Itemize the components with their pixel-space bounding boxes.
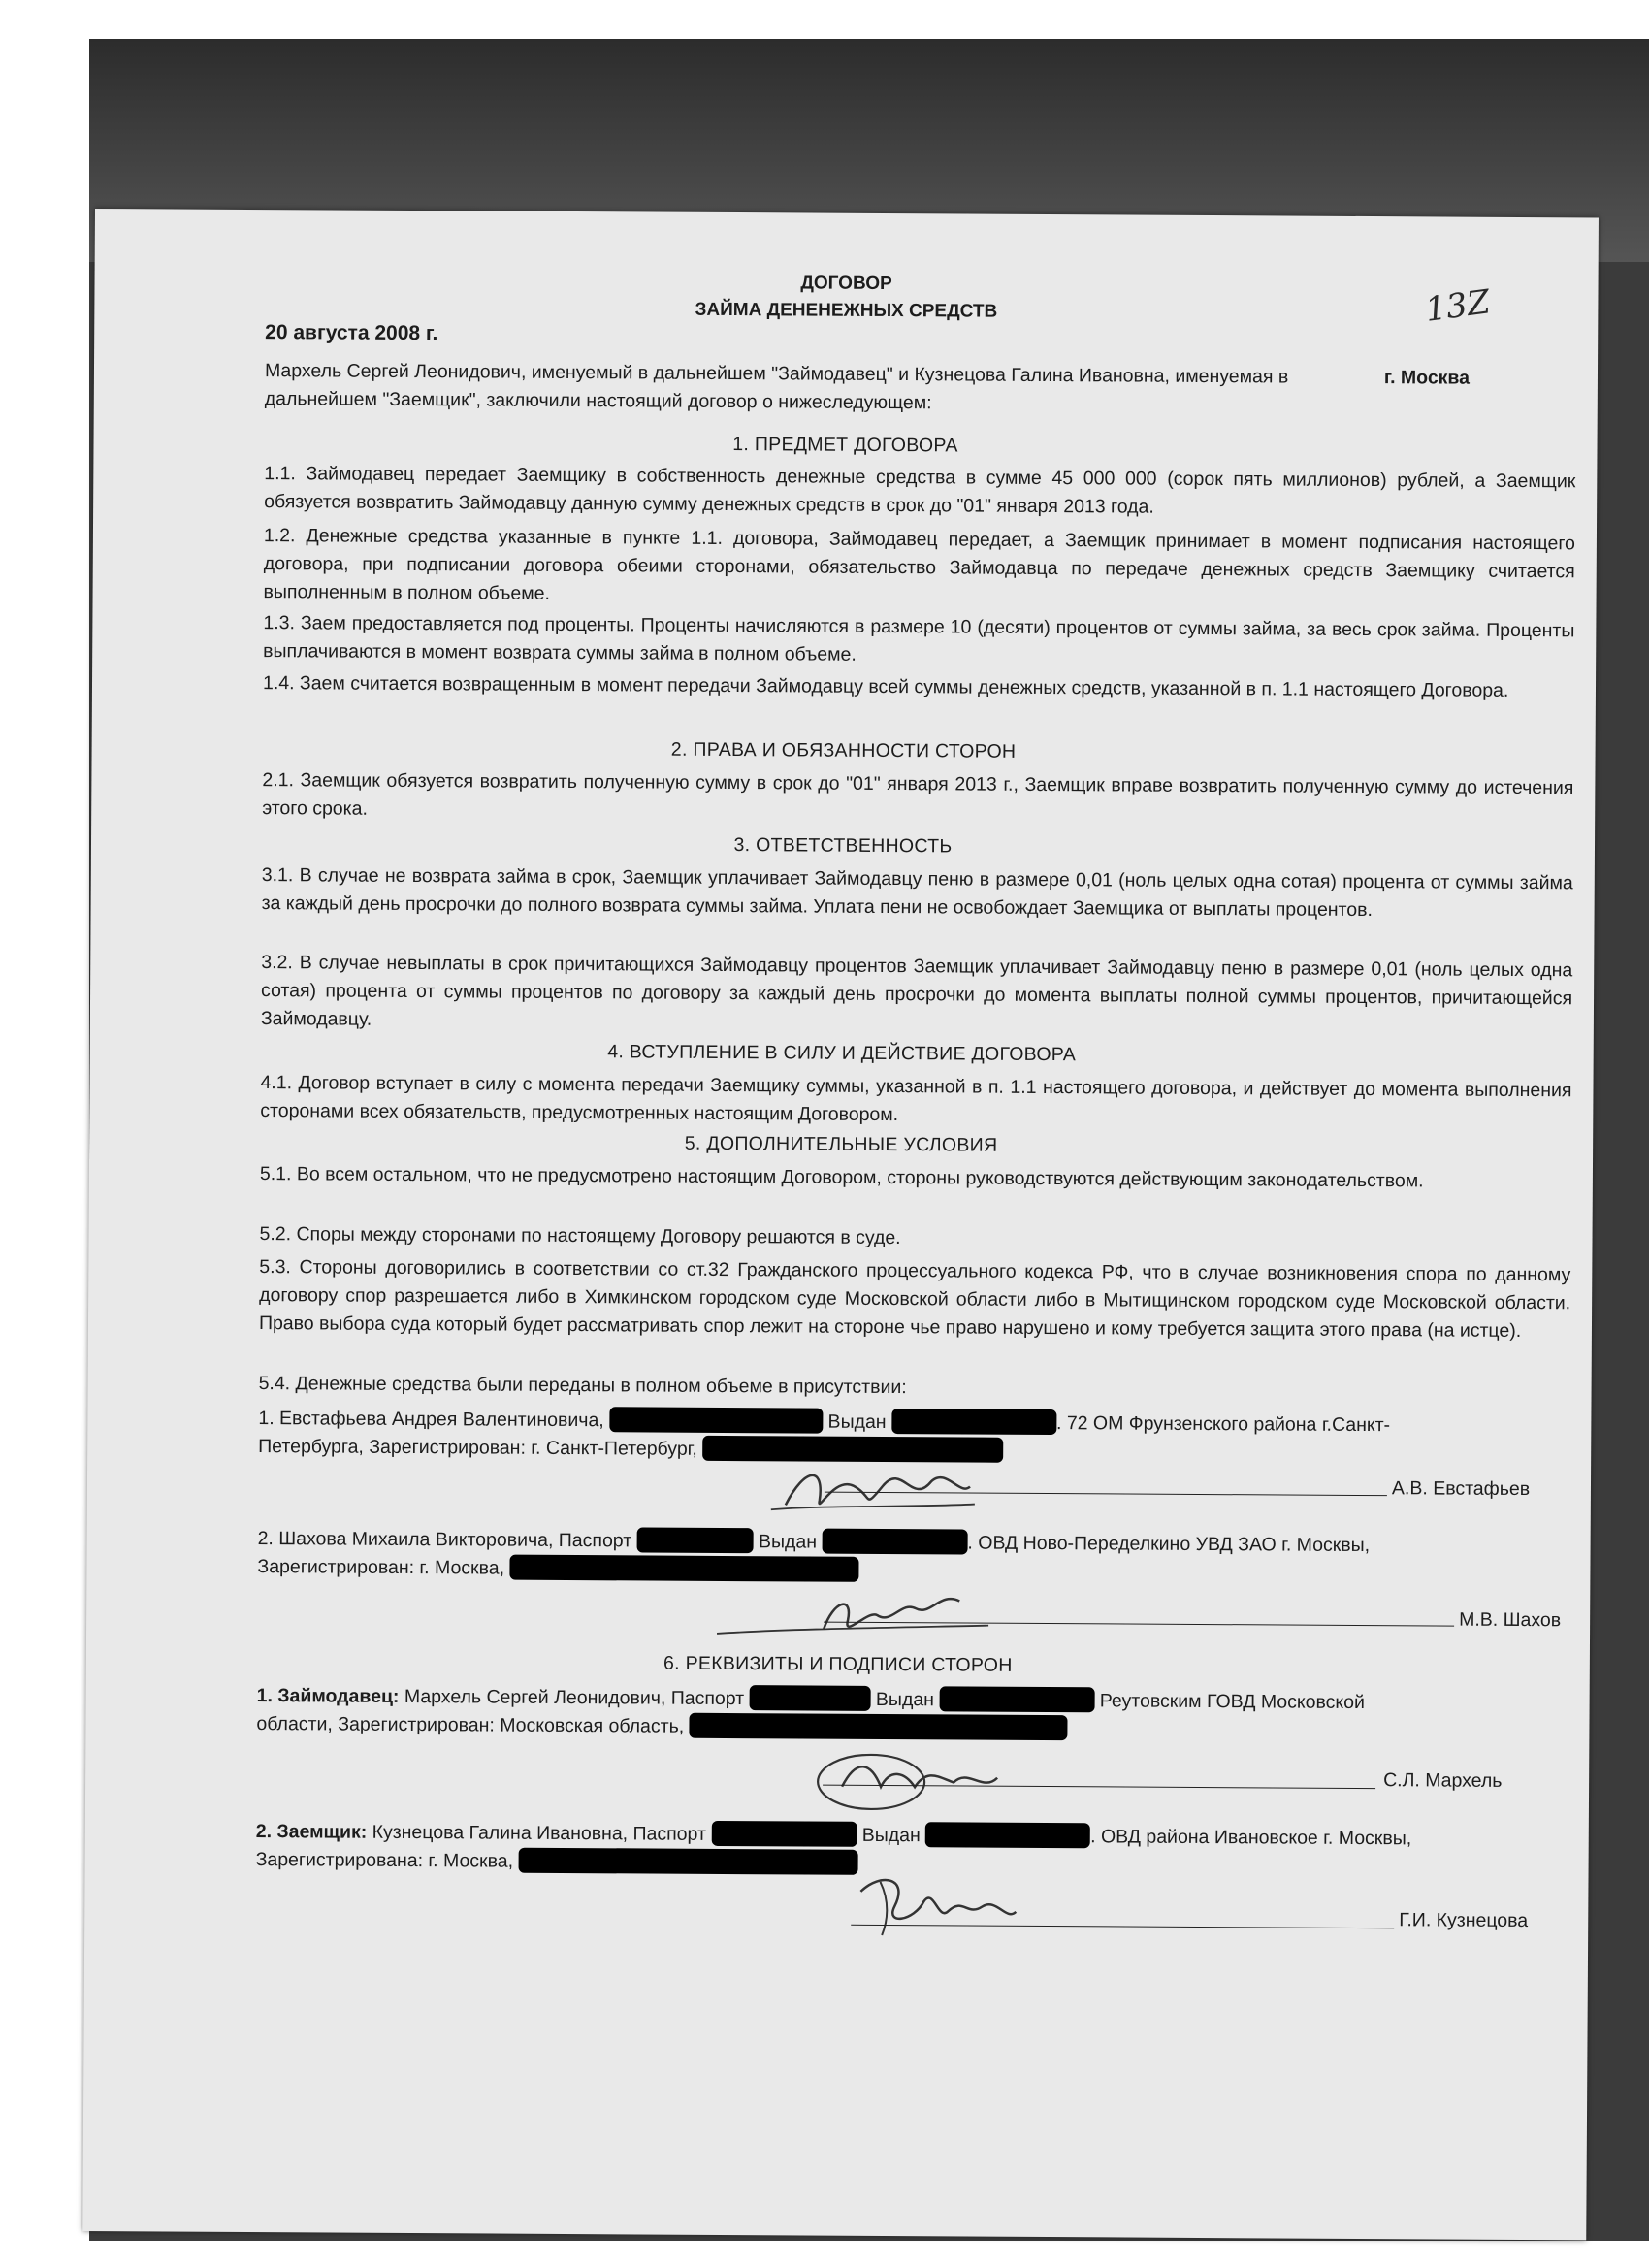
lender-issued-by: Реутовским ГОВД Московской <box>1099 1690 1365 1714</box>
clause-5-4: 5.4. Денежные средства были переданы в полном объеме в присутствии: <box>258 1373 907 1399</box>
borrower-label: 2. Заемщик: <box>255 1821 368 1843</box>
lender-name: Мархель Сергей Леонидович, Паспорт <box>404 1685 745 1710</box>
section-3-heading: 3. ОТВЕТСТВЕННОСТЬ <box>733 834 953 858</box>
borrower-name: Кузнецова Галина Ивановна, Паспорт <box>372 1821 706 1845</box>
clause-5-2: 5.2. Споры между сторонами по настоящему Договору решаются в суде. <box>259 1223 901 1249</box>
witness-1-name: 1. Евстафьева Андрея Валентиновича, <box>258 1408 604 1432</box>
witness-2-issued-by: . ОВД Ново-Переделкино УВД ЗАО г. Москвы, <box>967 1532 1371 1557</box>
witness-1-signature <box>766 1456 980 1525</box>
redaction-bar <box>749 1685 870 1711</box>
clause-1-4: 1.4. Заем считается возвращенным в момент передачи Займодавцу всей суммы денежных средств, указанной в п. 1.1 настоящего Договора. <box>262 672 1509 701</box>
redaction-bar <box>690 1713 1068 1740</box>
clause-1-3: 1.3. Заем предоставляется под проценты. Проценты начисляются в размере 10 (десяти) процентов от суммы займа, за весь срок займа. Проценты выплачиваются в момент возврата суммы займа в полном объеме. <box>263 612 1575 665</box>
witness-2-name: 2. Шахова Михаила Викторовича, Паспорт <box>257 1528 632 1552</box>
borrower-signature-name: Г.И. Кузнецова <box>1399 1909 1529 1932</box>
witness-1-registration: Петербурга, Зарегистрирован: г. Санкт-Петербург, <box>258 1436 697 1460</box>
redaction-bar <box>822 1529 967 1555</box>
handwritten-page-number: 13Z <box>1422 282 1493 330</box>
clause-3-1: 3.1. В случае не возврата займа в срок, Заемщик уплачивает Займодавцу пеню в размере 0,01 (ноль целых одна сотая) процента от суммы займа за каждый день просрочки до полного возврата суммы займа. Уплата пени не освобождает Заемщика от выплаты процентов. <box>261 864 1573 922</box>
witness-2-signature-name: М.В. Шахов <box>1459 1608 1562 1632</box>
intro-line-2: дальнейшем "Заемщик", заключили настоящий договор о нижеследующем: <box>264 388 932 414</box>
borrower-signature <box>841 1863 1064 1941</box>
section-6-heading: 6. РЕКВИЗИТЫ И ПОДПИСИ СТОРОН <box>663 1652 1013 1676</box>
doc-title: ДОГОВОР <box>800 273 892 295</box>
section-4-heading: 4. ВСТУПЛЕНИЕ В СИЛУ И ДЕЙСТВИЕ ДОГОВОРА <box>607 1041 1077 1066</box>
witness-1-issued-label: Выдан <box>827 1410 887 1434</box>
lender-signature <box>813 1738 1065 1818</box>
lender-issued-label: Выдан <box>875 1688 935 1711</box>
clause-1-2: 1.2. Денежные средства указанные в пункте 1.1. договора, Займодавец передает, а Заемщик принимает в момент подписания настоящего договора, при подписании договора обеими сторонами, обязательство Займодавца по передаче денежных средств Заемщику считается выполненным в полном объеме. <box>263 525 1575 604</box>
clause-3-2: 3.2. В случае невыплаты в срок причитающихся Займодавцу процентов Заемщик уплачивает Займодавцу пеню в размере 0,01 (ноль целых одна сотая) процента от суммы процентов по договору за каждый день просрочки до момента выплаты полной суммы процентов, причитающейся Займодавцу. <box>260 952 1573 1030</box>
lender-signature-name: С.Л. Мархель <box>1383 1769 1503 1792</box>
section-2-heading: 2. ПРАВА И ОБЯЗАННОСТИ СТОРОН <box>670 738 1017 762</box>
redaction-bar <box>609 1407 823 1433</box>
redaction-bar <box>711 1821 857 1847</box>
lender-details <box>256 1682 1568 1746</box>
witness-2 <box>257 1525 1568 1589</box>
redaction-bar <box>637 1527 754 1553</box>
doc-city: г. Москва <box>1383 367 1471 389</box>
redaction-bar <box>925 1822 1090 1848</box>
doc-date: 20 августа 2008 г. <box>265 321 438 345</box>
contract-page <box>82 209 1599 2240</box>
clause-1-1: 1.1. Займодавец передает Заемщику в собственность денежные средства в сумме 45 000 000 (сорок пять миллионов) рублей, а Заемщик обязуется возвратить Займодавцу данную сумму денежных средств в срок до "01" января 2013 года. <box>264 463 1576 518</box>
witness-1-issued-by: . 72 ОМ Фрунзенского района г.Санкт- <box>1055 1412 1391 1437</box>
section-5-heading: 5. ДОПОЛНИТЕЛЬНЫЕ УСЛОВИЯ <box>684 1132 998 1156</box>
redaction-bar <box>509 1555 858 1582</box>
witness-2-issued-label: Выдан <box>758 1531 818 1553</box>
redaction-bar <box>939 1686 1094 1712</box>
clause-4-1: 4.1. Договор вступает в силу с момента передачи Заемщику суммы, указанной в п. 1.1 настоящего договора, и действует до момента выполнения сторонами всех обязательств, предусмотренных настоящим Договором. <box>260 1072 1572 1126</box>
doc-subtitle: ЗАЙМА ДЕНЕНЕЖНЫХ СРЕДСТВ <box>695 299 998 322</box>
lender-registration: области, Зарегистрирован: Московская область, <box>256 1713 685 1737</box>
lender-label: 1. Займодавец: <box>256 1685 400 1707</box>
redaction-bar <box>891 1409 1056 1435</box>
borrower-registration: Зарегистрирована: г. Москва, <box>255 1849 514 1872</box>
clause-5-3: 5.3. Стороны договорились в соответствии со ст.32 Гражданского процессуального кодекса РФ, что в случае возникновения спора по данному договору спор разрешается либо в Химкинском городском суде Московской области либо в Мытищинском городском суде Московской области. Право выбора суда который будет рассматривать спор лежит на стороне чье право нарушено и кому требуется защита этого права (на истце). <box>258 1256 1571 1343</box>
intro-line-1: Мархель Сергей Леонидович, именуемый в дальнейшем "Займодавец" и Кузнецова Галина Ивановна, именуемая в <box>264 360 1289 388</box>
witness-2-registration: Зарегистрирован: г. Москва, <box>257 1556 505 1579</box>
witness-2-signature <box>707 1580 998 1650</box>
borrower-issued-label: Выдан <box>861 1824 921 1847</box>
section-1-heading: 1. ПРЕДМЕТ ДОГОВОРА <box>732 434 958 457</box>
intro-paragraph <box>265 357 1576 421</box>
witness-1-signature-name: А.В. Евстафьев <box>1391 1477 1531 1501</box>
clause-5-1: 5.1. Во всем остальном, что не предусмотрено настоящим Договором, стороны руководствуются действующим законодательством. <box>259 1163 1424 1192</box>
redaction-bar <box>518 1848 857 1875</box>
clause-2-1: 2.1. Заемщик обязуется возвратить полученную сумму в срок до "01" января 2013 г., Заемщик вправе возвратить полученную сумму до истечения этого срока. <box>262 769 1574 820</box>
borrower-issued-by: . ОВД района Ивановское г. Москвы, <box>1090 1826 1412 1850</box>
